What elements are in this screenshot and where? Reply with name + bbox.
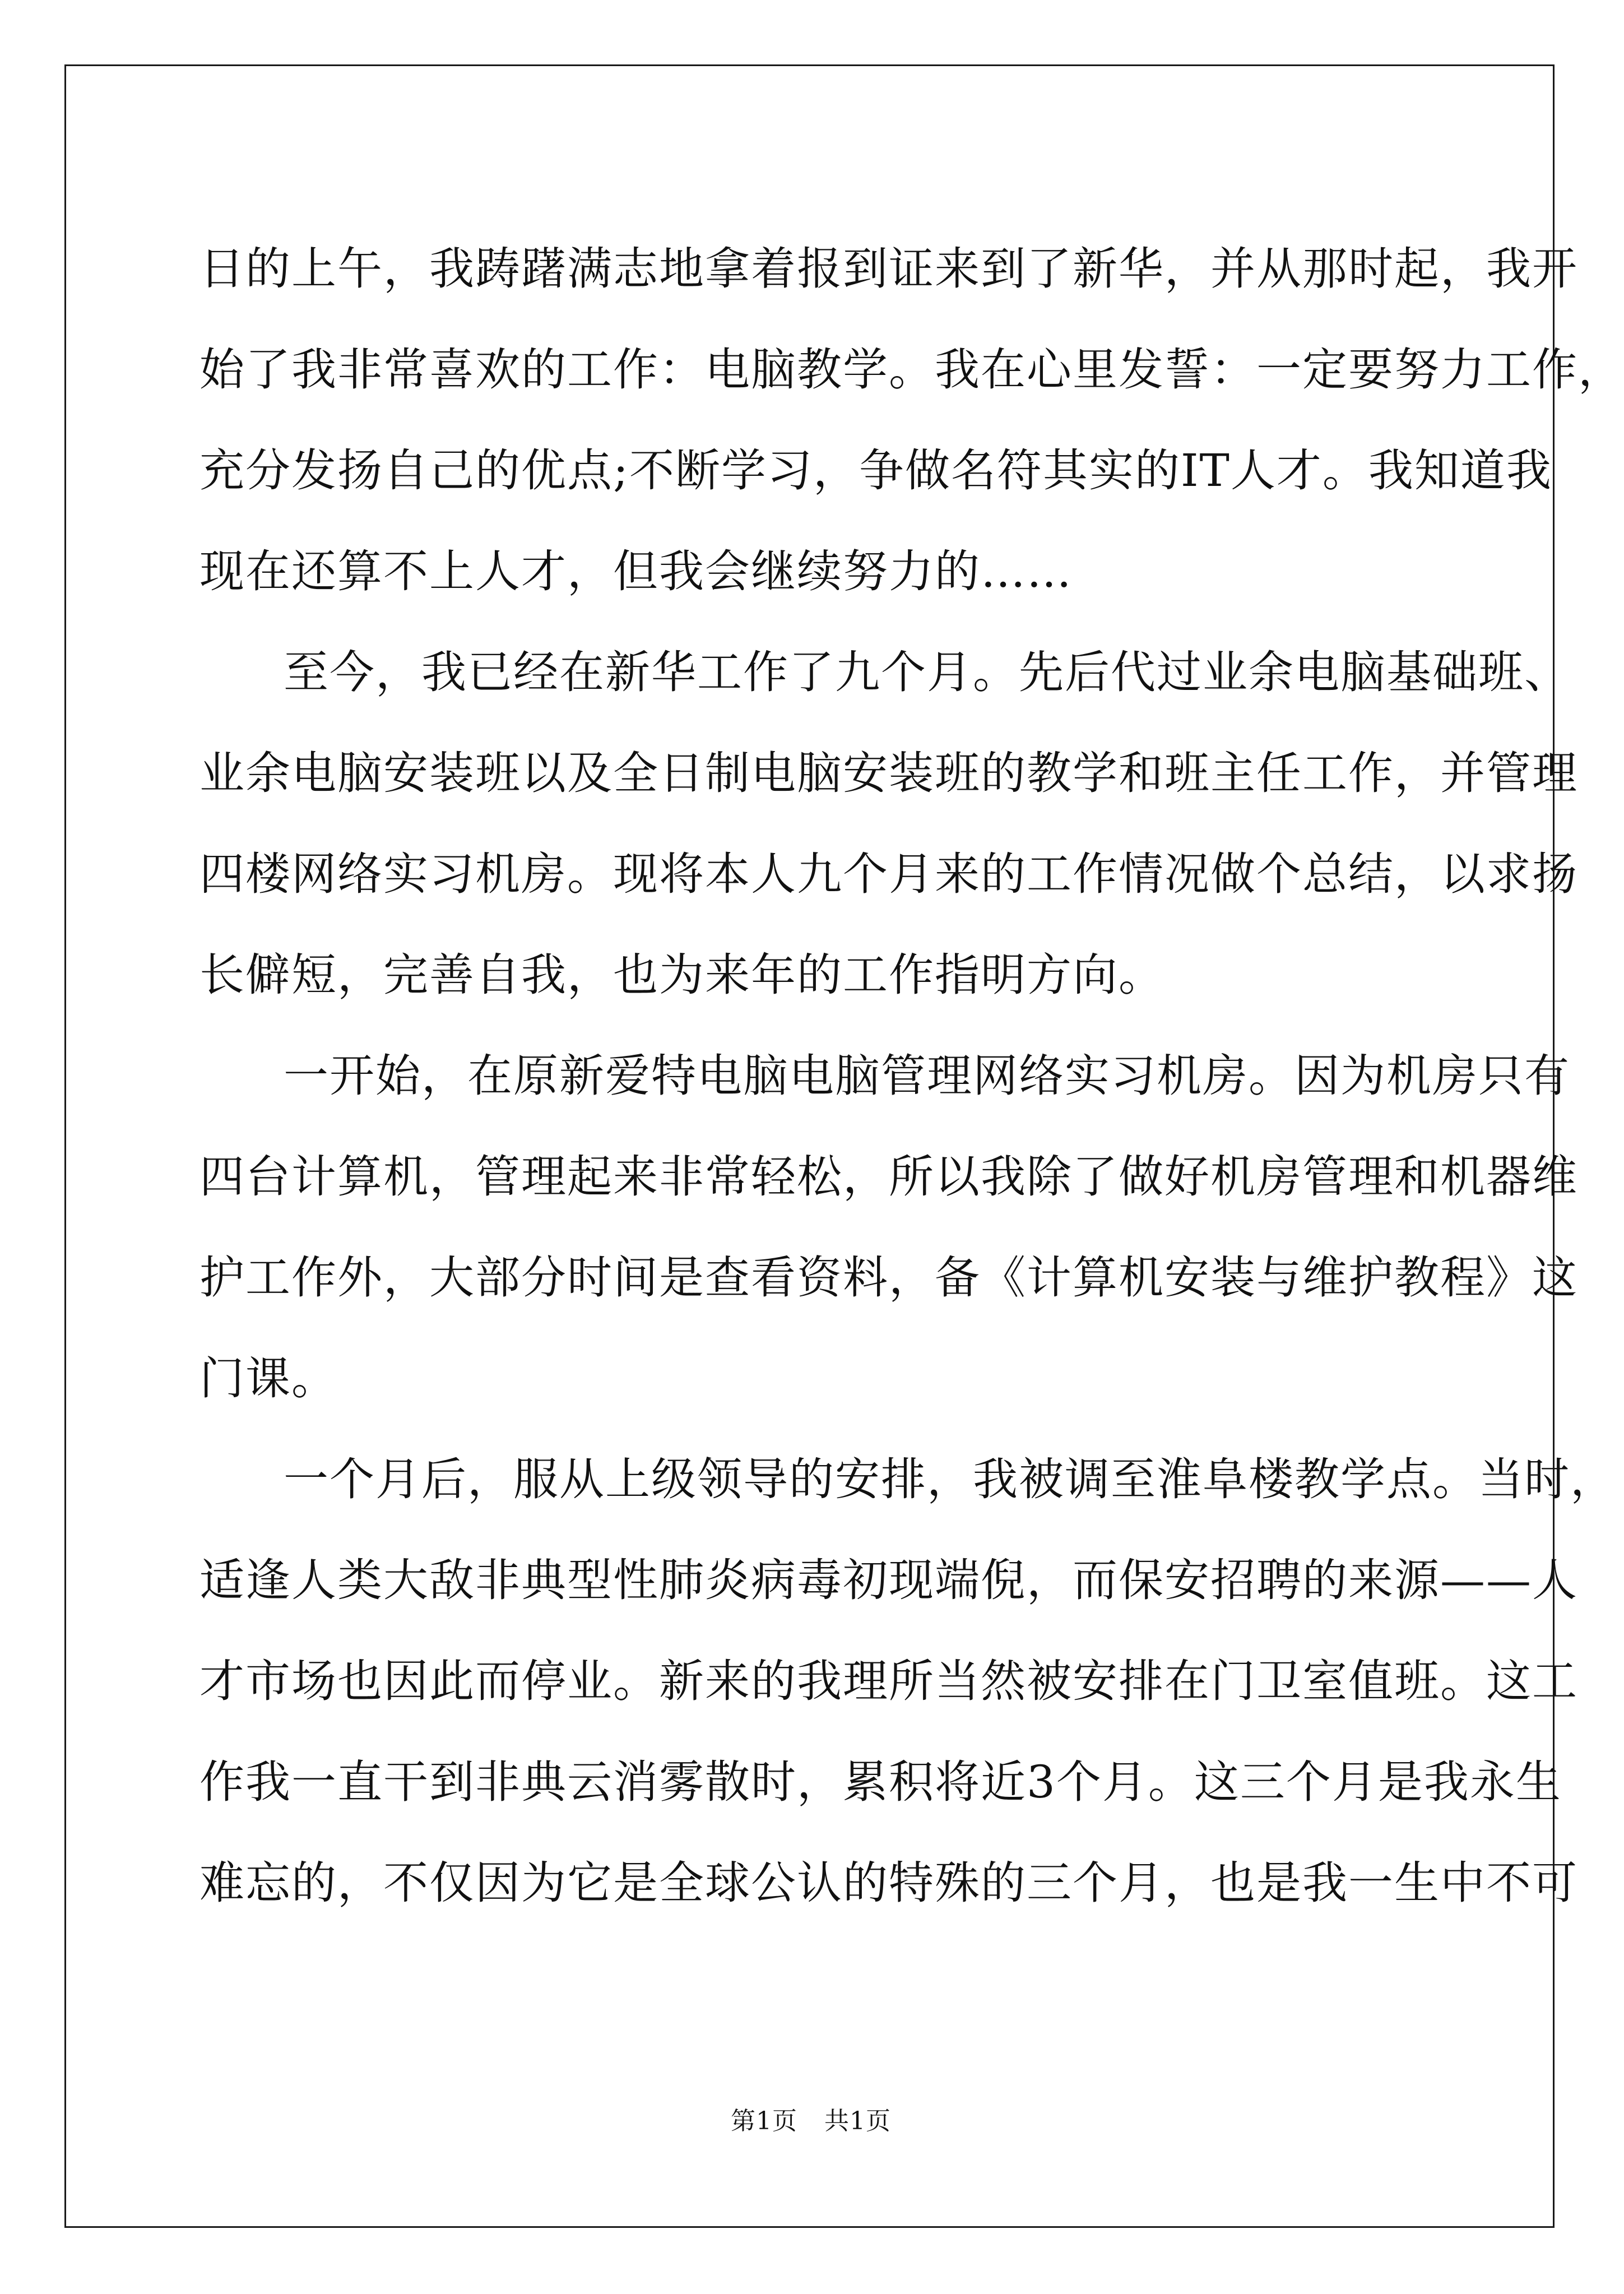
paragraph-first-line: 至今，我已经在新华工作了九个月。先后代过业余电脑基础班、 [284,646,1570,698]
text-line: 门课。 [199,1352,337,1405]
text-line: 现在还算不上人才，但我会继续努力的…… [199,545,1073,597]
paragraph-first-line: 一个月后，服从上级领导的安排，我被调至淮阜楼教学点。当时， [284,1453,1616,1505]
text-line: 长僻短，完善自我，也为来年的工作指明方向。 [199,949,1164,1001]
text-line: 作我一直干到非典云消雾散时，累积将近3个月。这三个月是我永生 [199,1756,1562,1808]
page-number: 第1页 [731,2107,797,2135]
text-line: 充分发扬自己的优点;不断学习，争做名符其实的IT人才。我知道我 [199,444,1552,497]
page-footer [0,2101,1622,2137]
page-total: 共1页 [824,2107,891,2135]
text-line: 护工作外，大部分时间是查看资料，备《计算机安装与维护教程》这 [199,1252,1578,1304]
document-body [199,219,1624,1934]
text-line: 难忘的，不仅因为它是全球公认的特殊的三个月，也是我一生中不可 [199,1857,1578,1909]
text-line: 四台计算机，管理起来非常轻松，所以我除了做好机房管理和机器维 [199,1151,1578,1203]
text-line: 四楼网络实习机房。现将本人九个月来的工作情况做个总结，以求扬 [199,848,1578,900]
text-line: 业余电脑安装班以及全日制电脑安装班的教学和班主任工作，并管理 [199,747,1578,799]
text-line: 适逢人类大敌非典型性肺炎病毒初现端倪，而保安招聘的来源——人 [199,1554,1578,1606]
text-line: 始了我非常喜欢的工作：电脑教学。我在心里发誓：一定要努力工作， [199,344,1624,396]
text-line: 日的上午，我踌躇满志地拿着报到证来到了新华，并从那时起，我开 [199,243,1578,295]
text-line: 才市场也因此而停业。新来的我理所当然被安排在门卫室值班。这工 [199,1655,1578,1707]
paragraph-first-line: 一开始，在原新爱特电脑电脑管理网络实习机房。因为机房只有 [284,1050,1570,1102]
